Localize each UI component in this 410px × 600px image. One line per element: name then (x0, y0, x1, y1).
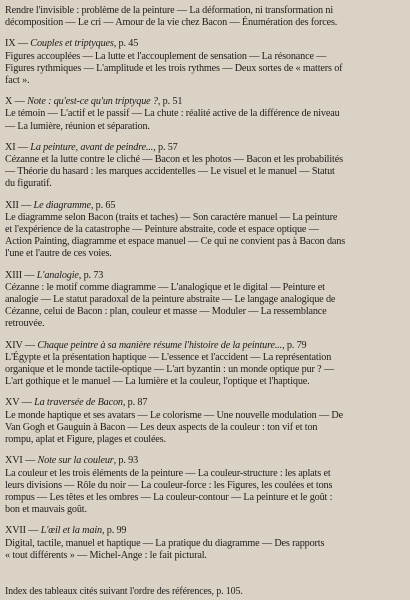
chapter-number: X (5, 96, 13, 108)
intro-paragraph (5, 5, 404, 29)
chapter-line: fact ». (5, 75, 30, 87)
chapter-page: , p. 65 (90, 199, 116, 211)
chapter-line: Cézanne et la lutte contre le cliché — Bacon et les photos — Bacon et les probabilités (5, 154, 343, 166)
chapter-number: XIII (5, 269, 22, 281)
chapter-heading: IX — Couples et triptyques, p. 45 (5, 38, 139, 50)
chapter-page: , p. 93 (113, 455, 139, 467)
chapter-entry (5, 397, 404, 446)
chapter-number: XII (5, 199, 19, 211)
chapter-heading: XIV — Chaque peintre à sa manière résume l'histoire de la peinture..., p. 79 (5, 339, 307, 351)
chapter-number: XVI (5, 455, 23, 467)
chapter-page: , p. 79 (282, 339, 307, 351)
chapter-line: — La lumière, réunion et séparation. (5, 120, 150, 132)
chapter-line: l'une et l'autre de ces voies. (5, 248, 112, 260)
chapter-line: analogie — Le statut paradoxal de la peinture abstraite — Le langage analogique de (5, 294, 336, 306)
chapter-line: L'Égypte et la présentation haptique — L'essence et l'accident — La représentation (5, 351, 332, 363)
chapter-title: La traversée de Bacon (34, 397, 123, 409)
chapter-number: XIV (5, 339, 23, 351)
chapter-title: Note sur la couleur (37, 455, 114, 467)
chapter-line: rompus — Les têtes et les ombres — La couleur-contour — La peinture et le goût : (5, 491, 333, 503)
chapter-number: XVII (5, 525, 26, 537)
chapter-page: , p. 45 (113, 38, 139, 50)
chapter-line: Le diagramme selon Bacon (traits et taches) — Son caractère manuel — La peinture (5, 211, 338, 223)
chapter-entry (5, 340, 404, 389)
chapter-line: et l'expérience de la catastrophe — Peinture abstraite, code et espace optique — (5, 224, 319, 236)
chapter-page: , p. 73 (78, 269, 104, 281)
index-reference: Index des tableaux cités suivant l'ordre des références, p. 105. (5, 585, 243, 597)
chapter-list (5, 38, 404, 562)
chapter-line: Le témoin — L'actif et le passif — La chute : réalité active de la différence de niveau (5, 108, 340, 120)
chapter-line: — Théorie du hasard : les marques accidentelles — Le visuel et le manuel — Statut (5, 166, 335, 178)
chapter-line: Cézanne, celui de Bacon : plan, couleur et masse — Moduler — La ressemblance (5, 306, 327, 318)
chapter-number: XV (5, 397, 20, 409)
chapter-title: Le diagramme (33, 199, 91, 211)
chapter-entry (5, 38, 404, 87)
chapter-line: Van Gogh et Gauguin à Bacon — Les deux aspects de la couleur : ton vif et ton (5, 421, 318, 433)
intro-line: Rendre l'invisible : problème de la peinture — La déformation, ni transformation ni (5, 5, 334, 16)
chapter-heading: XV — La traversée de Bacon, p. 87 (5, 397, 148, 409)
chapter-entry (5, 455, 404, 516)
chapter-entry (5, 200, 404, 261)
chapter-title: Couples et triptyques (30, 38, 114, 50)
chapter-line: Action Painting, diagramme et espace manuel — Ce qui ne convient pas à Bacon dans (5, 236, 346, 248)
chapter-title: Chaque peintre à sa manière résume l'histoire de la peinture... (37, 339, 283, 351)
chapter-number: XI (5, 141, 16, 153)
chapter-title: L'œil et la main (40, 525, 102, 537)
chapter-line: du figuratif. (5, 178, 52, 190)
chapter-entry (5, 96, 404, 133)
chapter-line: Le monde haptique et ses avatars — Le colorisme — Une nouvelle modulation — De (5, 409, 343, 421)
chapter-number: IX (5, 38, 16, 50)
chapter-heading: X — Note : qu'est-ce qu'un triptyque ?, p. 51 (5, 96, 183, 108)
chapter-title: Note : qu'est-ce qu'un triptyque ? (27, 96, 158, 108)
intro-line: décomposition — Le cri — Amour de la vie chez Bacon — Énumération des forces. (5, 17, 338, 29)
chapter-heading: XIII — L'analogie, p. 73 (5, 269, 104, 281)
chapter-line: organique et le monde tactile-optique — L'art byzantin : un monde optique pur ? — (5, 364, 334, 376)
chapter-line: bon et mauvais goût. (5, 504, 87, 516)
chapter-line: La couleur et les trois éléments de la peinture — La couleur-structure : les aplats et (5, 467, 331, 479)
chapter-line: Digital, tactile, manuel et haptique — La pratique du diagramme — Des rapports (5, 537, 325, 549)
chapter-page: , p. 51 (157, 96, 183, 108)
chapter-heading: XII — Le diagramme, p. 65 (5, 199, 116, 211)
chapter-entry (5, 270, 404, 331)
chapter-page: , p. 99 (101, 525, 127, 537)
chapter-heading: XVI — Note sur la couleur, p. 93 (5, 455, 139, 467)
chapter-entry (5, 142, 404, 191)
chapter-line: rompu, aplat et Figure, plages et coulées. (5, 434, 166, 446)
chapter-line: Figures accouplées — La lutte et l'accouplement de sensation — La résonance — (5, 50, 327, 62)
chapter-page: , p. 57 (153, 141, 178, 153)
chapter-line: leurs divisions — Rôle du noir — La couleur-force : les Figures, les coulées et tons (5, 479, 333, 491)
chapter-line: « tout différents » — Michel-Ange : le fait pictural. (5, 549, 207, 561)
chapter-line: retrouvée. (5, 318, 45, 330)
chapter-heading: XVII — L'œil et la main, p. 99 (5, 525, 127, 537)
chapter-line: Figures rythmiques — L'amplitude et les trois rythmes — Deux sortes de « matters of (5, 62, 343, 74)
chapter-line: L'art gothique et le manuel — La lumière et la couleur, l'optique et l'haptique. (5, 376, 310, 388)
chapter-line: Cézanne : le motif comme diagramme — L'analogique et le digital — Peinture et (5, 281, 325, 293)
chapter-title: L'analogie (36, 269, 79, 281)
chapter-title: La peinture, avant de peindre... (30, 141, 154, 153)
chapter-page: , p. 87 (122, 397, 148, 409)
chapter-heading: XI — La peinture, avant de peindre..., p. 57 (5, 141, 178, 153)
chapter-entry (5, 525, 404, 562)
